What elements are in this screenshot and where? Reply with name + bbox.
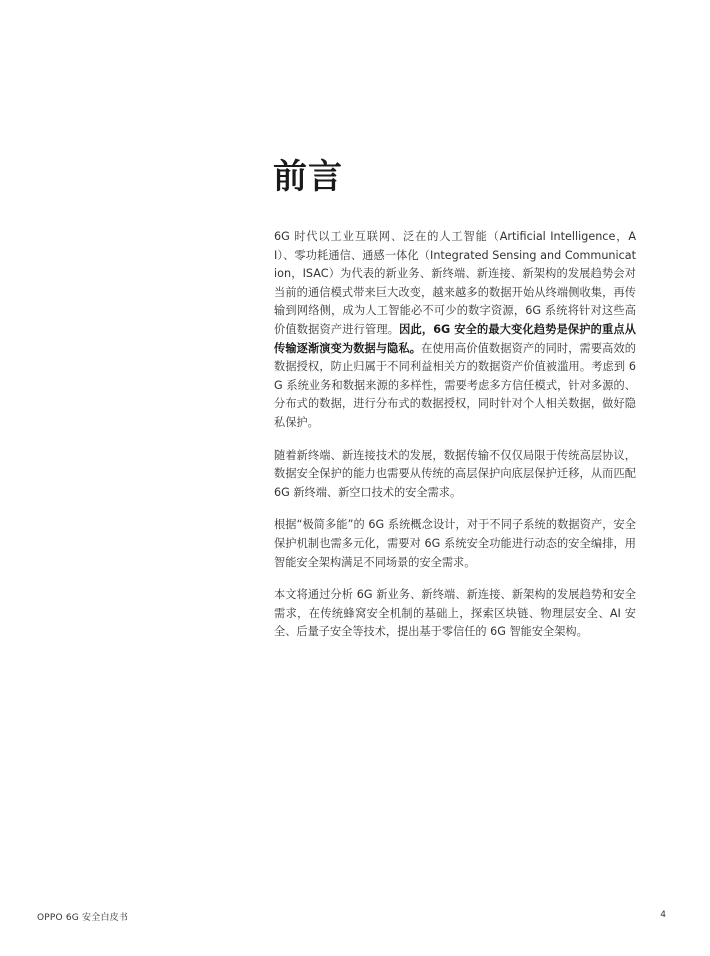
paragraph-1-text-b: 在使用高价值数据资产的同时，需要高效的数据授权，防止归属于不同利益相关方的数据资产价值被滥用。考虑到 6G 系统业务和数据来源的多样性，需要考虑多方信任模式，针对多源的、分布式的数据，进行分布式的数据授权，同时针对个人相关数据，做好隐私保护。 [274, 341, 636, 429]
footer-doc-name: OPPO 6G 安全白皮书 [37, 913, 129, 923]
paragraph-1-emphasis: 因此，6G 安全的最大变化趋势是保护的重点从传输逐渐演变为数据与隐私。 [274, 322, 636, 355]
paragraph-3 [274, 516, 636, 572]
paragraph-2 [274, 447, 636, 503]
paragraph-4-text: 本文将通过分析 6G 新业务、新终端、新连接、新架构的发展趋势和安全需求，在传统蜂窝安全机制的基础上，探索区块链、物理层安全、AI 安全、后量子安全等技术，提出基于零信任的 6G 智能安全架构。 [274, 588, 636, 639]
footer-page-number: 4 [660, 910, 666, 920]
paragraph-1-text-a: 6G 时代以工业互联网、泛在的人工智能（Artificial Intelligence，AI）、零功耗通信、通感一体化（Integrated Sensing and Communication，ISAC）为代表的新业务、新终端、新连接、新架构的发展趋势会对当前的通信模式带来巨大改变，越来越多的数据开始从终端侧收集，再传输到网络侧，成为人工智能必不可少的数字资源，6G 系统将针对这些高价值数据资产进行管理。 [274, 230, 636, 336]
preface-body [274, 228, 636, 656]
paragraph-4 [274, 586, 636, 642]
paragraph-1 [274, 228, 636, 433]
paragraph-2-text: 随着新终端、新连接技术的发展，数据传输不仅仅局限于传统高层协议，数据安全保护的能力也需要从传统的高层保护向底层保护迁移，从而匹配 6G 新终端、新空口技术的安全需求。 [274, 448, 636, 499]
paragraph-3-text: 根据“极简多能”的 6G 系统概念设计，对于不同子系统的数据资产，安全保护机制也需多元化，需要对 6G 系统安全功能进行动态的安全编排，用智能安全架构满足不同场景的安全需求。 [274, 518, 636, 569]
page-title: 前言 [273, 157, 343, 197]
